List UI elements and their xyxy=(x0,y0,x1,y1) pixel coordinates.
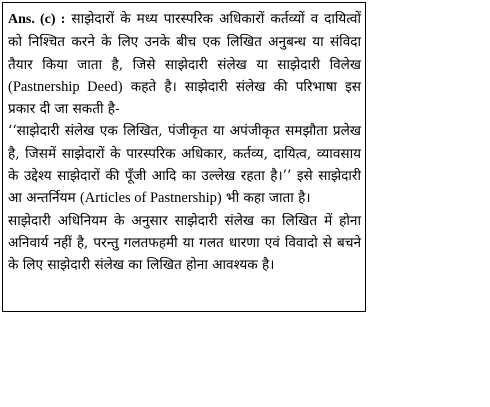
answer-label: Ans. (c) : xyxy=(8,12,66,27)
paragraph-2-text-b: भी कहा जाता है। xyxy=(221,190,311,207)
answer-box xyxy=(2,2,366,312)
partnership-deed-term: (Pastnership Deed) xyxy=(8,78,123,95)
answer-paragraph-1 xyxy=(8,8,361,120)
paragraph-2-text-a: ‘‘साझेदारी संलेख एक लिखित, पंजीकृत या अपंजीकृत समझौता प्रलेख है, जिसमें साझेदारों के पारस्परिक अधिकार, कर्तव्य, दायित्व, व्यावसाय के उद्देश्य साझेदारों की पूँजी आदि का उल्लेख रहता है।’’ इसे साझेदारी आ अन्तर्नियम xyxy=(8,123,361,207)
answer-paragraph-3 xyxy=(8,210,361,277)
paragraph-1-text-b: कहते है। साझेदारी संलेख की परिभाषा इस प्रकार दी जा सकती है- xyxy=(8,78,361,118)
articles-of-partnership-term: (Articles of Pastnership) xyxy=(79,190,222,207)
paragraph-1-text-a: साझेदारों के मध्य पारस्परिक अधिकारों कर्तव्यों व दायित्वों को निश्चित करने के लिए उनके बीच एक लिखित अनुबन्ध या संविदा तैयार किया जाता है, जिसे साझेदारी संलेख या साझेदारी विलेख xyxy=(8,11,361,73)
answer-paragraph-2 xyxy=(8,120,361,209)
paragraph-3-text-a: साझेदारी अधिनियम के अनुसार साझेदारी संलेख का लिखित में होना अनिवार्य नहीं है, परन्तु गलतफहमी या गलत धारणा एवं विवादो से बचने के लिए साझेदारी संलेख का लिखित होना आवश्यक है। xyxy=(8,212,361,274)
